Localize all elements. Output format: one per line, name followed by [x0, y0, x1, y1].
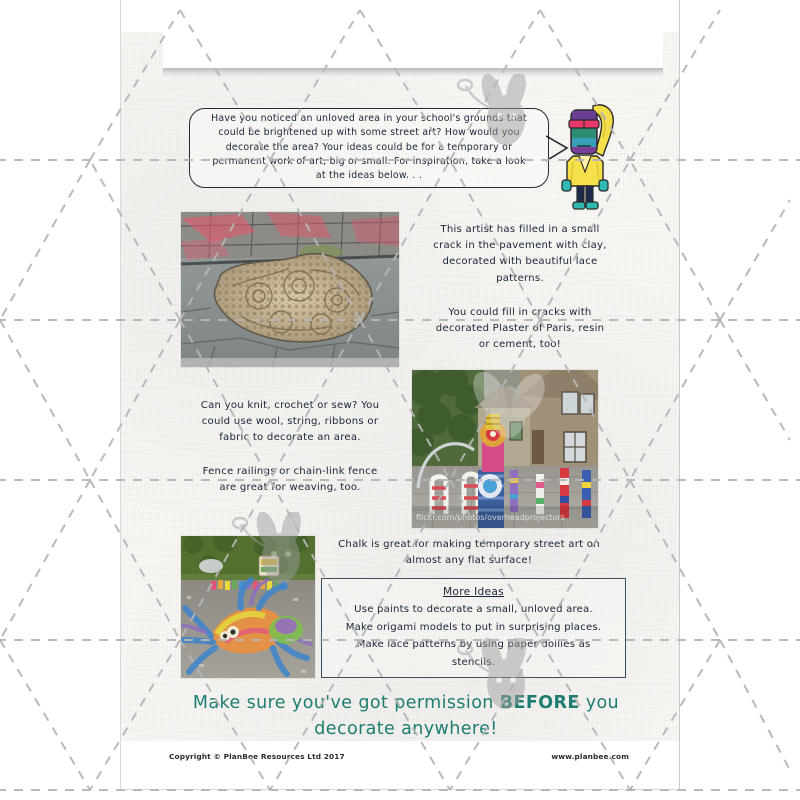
text-line: or cement, too! [478, 339, 562, 351]
header-drop-shadow [163, 68, 663, 77]
yarn-bombed-railings-photo [412, 370, 598, 528]
permission-message-line-1 [161, 690, 651, 716]
text-line: decorated Plaster of Paris, resin [435, 323, 605, 335]
text-line: patterns. [496, 272, 544, 284]
more-ideas-item: Use paints to decorate a small, unloved area. [354, 604, 593, 615]
chalk-fish-pavement-drawing-photo [181, 536, 315, 678]
intro-line: Have you noticed an unloved area in your school's grounds that [211, 113, 527, 124]
more-ideas-item: Make lace patterns by using paper doilies as [356, 639, 591, 650]
page-top-margin [121, 0, 679, 32]
intro-text [193, 112, 545, 183]
intro-line: could be brightened up with some street art? How would you [218, 127, 520, 139]
text-line: fabric to decorate an area. [219, 432, 361, 444]
chalk-paragraph [319, 537, 619, 569]
text-line: Can you knit, crochet or sew? You [200, 400, 380, 411]
intro-line: decorate the area? Your ideas could be for a temporary or [225, 141, 513, 153]
more-ideas-content [321, 583, 626, 671]
more-ideas-title: More Ideas [442, 586, 504, 598]
text-line: This artist has filled in a small [440, 224, 600, 235]
text-line: are great for weaving, too. [219, 482, 361, 494]
text-line: Chalk is great for making temporary street art on [338, 539, 600, 550]
text-line: decorated with beautiful lace [442, 256, 598, 268]
intro-line: permanent work of art, big or small. For inspiration, take a look [212, 155, 526, 167]
lace-paragraph-1 [409, 222, 631, 287]
text-line: almost any flat surface! [405, 555, 533, 567]
permission-message-line-2: decorate anywhere! [314, 719, 498, 739]
more-ideas-item: Make origami models to put in surprising places. [345, 621, 602, 633]
photo-credit-text: flickr.com/photos/overheadprojectors [416, 513, 565, 522]
text-line: could use wool, string, ribbons or [201, 416, 379, 428]
copyright-notice: Copyright © PlanBee Resources Ltd 2017 [169, 752, 345, 761]
lace-patterned-clay-in-pavement-crack-photo [181, 212, 399, 367]
more-ideas-item: stencils. [451, 656, 496, 668]
header-band [163, 32, 663, 68]
intro-line: at the ideas below. . . [315, 170, 423, 182]
permission-text-emphasis: BEFORE [499, 693, 580, 713]
text-line: You could fill in cracks with [448, 307, 592, 318]
permission-text-after: you [579, 693, 620, 713]
yarn-paragraph-1 [179, 398, 401, 447]
page-bottom-margin [121, 741, 679, 789]
text-line: crack in the pavement with clay, [433, 240, 607, 252]
website-url[interactable]: www.planbee.com [551, 752, 629, 761]
cartoon-character-illustration [559, 100, 625, 212]
text-line: Fence railings or chain-link fence [202, 466, 378, 477]
worksheet-page [120, 0, 680, 790]
lace-paragraph-2 [409, 305, 631, 354]
yarn-paragraph-2 [179, 464, 401, 496]
permission-message [161, 690, 651, 742]
permission-text-before: Make sure you've got permission [192, 693, 500, 713]
